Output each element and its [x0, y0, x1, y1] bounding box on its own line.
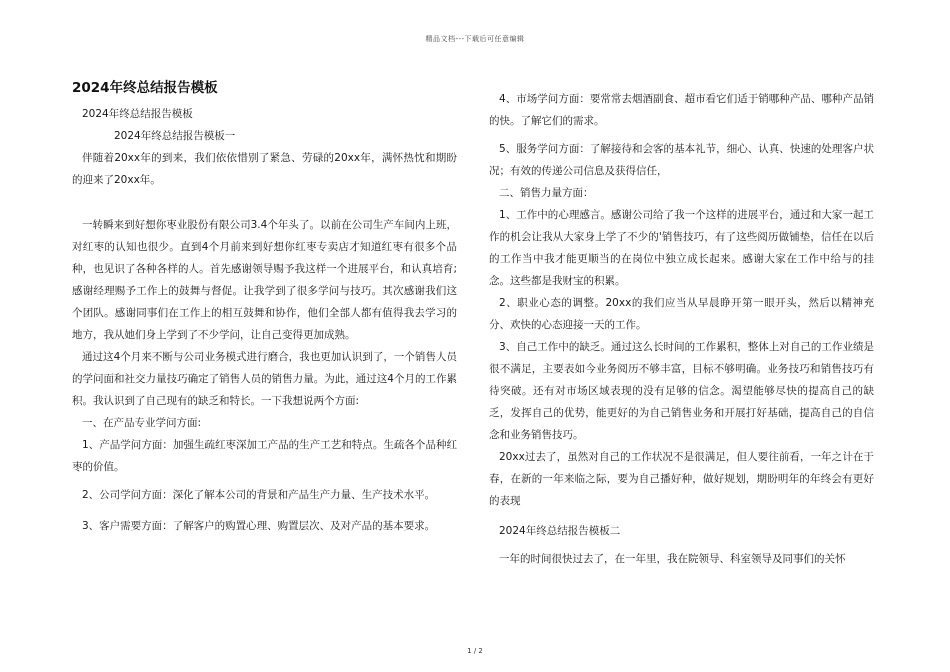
paragraph: 一、在产品专业学问方面: [82, 417, 202, 429]
left-column [72, 103, 457, 537]
paragraph: 2024年终总结报告模板 [82, 108, 193, 120]
paragraph: 2024年终总结报告模板二 [499, 525, 621, 537]
paragraph-spacer [72, 191, 457, 214]
paragraph: 一转瞬来到好想你枣业股份有限公司3.4个年头了。以前在公司生产车间内上班，对红枣的认知也很少。直到4个月前来到好想你红枣专卖店才知道红枣有很多个品种，也见识了各种各样的人。首先感谢领导赐予我这样一个进展平台，和认真培育;感谢经理赐予工作上的鼓舞与督促。让我学到了很多学问与技巧。其次感谢我们这个团队。感谢同事们在工作上的相互鼓舞和协作，他们全部人都有值得我去学习的地方，我从她们身上学到了不少学问，让自己变得更加成熟。 [72, 219, 457, 341]
paragraph: 3、客户需要方面：了解客户的购置心理、购置层次、及对产品的基本要求。 [82, 520, 436, 532]
paragraph: 1、产品学问方面：加强生疏红枣深加工产品的生产工艺和特点。生疏各个品种红枣的价值。 [72, 439, 457, 473]
paragraph: 1、工作中的心理感言。感谢公司给了我一个这样的进展平台，通过和大家一起工作的机会让我从大家身上学了不少的'销售技巧，有了这些阅历做铺垫，信任在以后的工作当中我才能更顺当的在岗位中独立成长起来。感谢大家在工作中给与的挂念。这些都是我财宝的积累。 [489, 209, 874, 287]
paragraph: 二、销售力量方面： [499, 187, 594, 199]
paragraph: 一年的时间很快过去了，在一年里，我在院领导、科室领导及同事们的关怀 [499, 553, 846, 565]
right-column [489, 88, 874, 570]
paragraph: 2024年终总结报告模板一 [114, 130, 236, 142]
paragraph: 20xx过去了，虽然对自己的工作状况不是很满足，但人要往前看，一年之计在于春，在新的一年来临之际，要为自己播好种，做好规划，期盼明年的年终会有更好的表现 [489, 451, 874, 507]
paragraph: 2、职业心态的调整。20xx的我们应当从早晨睁开第一眼开头，然后以精神充分、欢快的心态迎接一天的工作。 [489, 297, 874, 331]
paragraph: 2、公司学问方面：深化了解本公司的背景和产品生产力量、生产技术水平。 [82, 489, 436, 501]
paragraph: 3、自己工作中的缺乏。通过这么长时间的工作累积，整体上对自己的工作业绩是很不满足，主要表如今业务阅历不够丰富，目标不够明确。业务技巧和销售技巧有待突破。还有对市场区域表现的没有足够的信念。渴望能够尽快的提高自己的缺乏，发挥自己的优势，能更好的为自己销售业务和开展打好基础，提高自己的自信念和业务销售技巧。 [489, 341, 874, 441]
paragraph: 4、市场学问方面：要常常去烟酒副食、超市看它们适于销哪种产品、哪种产品销的快。了解它们的需求。 [489, 93, 874, 127]
paragraph: 5、服务学问方面：了解接待和会客的基本礼节，细心、认真、快速的处理客户状况；有效的传递公司信息及获得信任， [489, 143, 874, 177]
paragraph: 通过这4个月来不断与公司业务模式进行磨合，我也更加认识到了，一个销售人员的学问面和社交力量技巧确定了销售人员的销售力量。为此，通过这4个月的工作累积。我认识到了自己现有的缺乏和特长。一下我想说两个方面: [72, 351, 457, 407]
page-header: 精品文档---下载后可任意编辑 [425, 35, 525, 43]
paragraph: 伴随着20xx年的到来，我们依依惜别了紧急、劳碌的20xx年，满怀热忱和期盼的迎来了20xx年。 [72, 152, 457, 186]
page-number: 1 / 2 [467, 647, 483, 655]
document-title: 2024年终总结报告模板 [72, 80, 218, 96]
